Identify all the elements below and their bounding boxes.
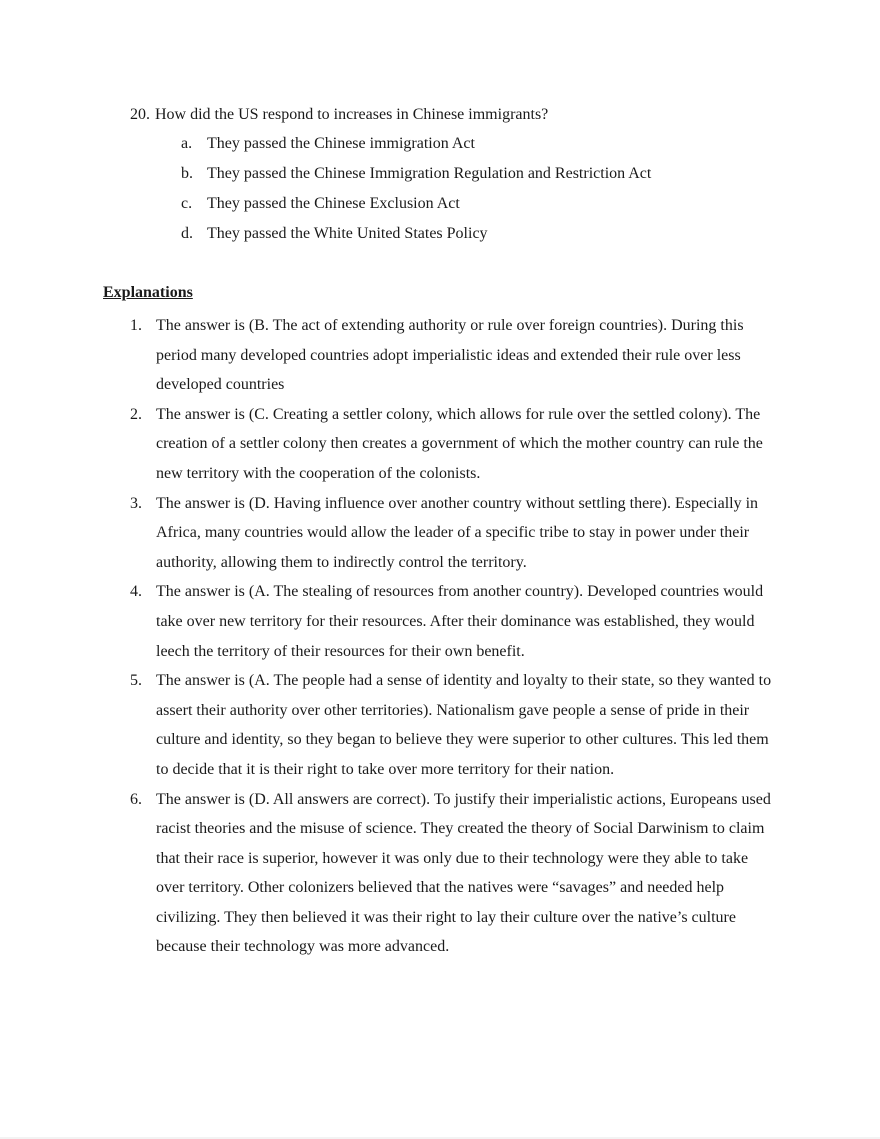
explanation-text: The answer is (D. All answers are correct). To justify their imperialistic actions, Europeans used racist theories and the misuse of science. They created the theory of Social Darwinism to claim that their race is superior, however it was only due to their technology were they able to take over territory. Other colonizers believed that the natives were “savages” and needed help civilizing. They then believed it was their right to lay their culture over the native’s culture because their technology was more advanced. bbox=[156, 790, 771, 956]
explanation-text: The answer is (B. The act of extending authority or rule over foreign countries). During this period many developed countries adopt imperialistic ideas and extended their rule over less developed countries bbox=[156, 317, 744, 394]
explanation-number: 2. bbox=[130, 405, 142, 423]
option-letter: b. bbox=[181, 165, 193, 182]
option-c bbox=[181, 192, 830, 222]
option-text: They passed the Chinese immigration Act bbox=[207, 135, 475, 152]
explanation-text: The answer is (A. The stealing of resources from another country). Developed countries would take over new territory for their resources. After their dominance was established, they would leech the territory of their resources for their own benefit. bbox=[156, 583, 764, 660]
option-letter: a. bbox=[181, 135, 193, 152]
explanation-item-2 bbox=[130, 400, 780, 489]
question-20 bbox=[130, 103, 830, 252]
explanation-text: The answer is (D. Having influence over another country without settling there). Especially in Africa, many countries would allow the leader of a specific tribe to stay in power under their authority, allowing them to indirectly control the territory. bbox=[156, 494, 759, 571]
explanation-item-6 bbox=[130, 785, 780, 963]
explanation-number: 5. bbox=[130, 672, 142, 690]
explanation-text: The answer is (A. The people had a sense of identity and loyalty to their state, so they wanted to assert their authority over other territories). Nationalism gave people a sense of pride in their culture and identity, so they began to believe they were superior to other cultures. This led them to decide that it is their right to take over more territory for their nation. bbox=[156, 672, 772, 778]
explanation-item-3 bbox=[130, 489, 780, 578]
option-text: They passed the Chinese Immigration Regulation and Restriction Act bbox=[207, 165, 652, 182]
explanation-number: 6. bbox=[130, 790, 142, 808]
option-text: They passed the Chinese Exclusion Act bbox=[207, 195, 460, 212]
explanations-heading: Explanations bbox=[103, 284, 193, 301]
explanation-number: 4. bbox=[130, 583, 142, 601]
option-text: They passed the White United States Policy bbox=[207, 225, 488, 242]
option-b bbox=[181, 162, 830, 192]
question-number: 20. bbox=[130, 106, 150, 123]
explanation-text: The answer is (C. Creating a settler colony, which allows for rule over the settled colony). The creation of a settler colony then creates a government of which the mother country can rule the new territory with the cooperation of the colonists. bbox=[156, 405, 763, 482]
question-stem bbox=[130, 103, 830, 127]
explanation-item-1 bbox=[130, 311, 780, 400]
explanation-item-4 bbox=[130, 577, 780, 666]
explanation-item-5 bbox=[130, 666, 780, 784]
question-text: How did the US respond to increases in Chinese immigrants? bbox=[155, 106, 549, 123]
explanation-number: 1. bbox=[130, 317, 142, 334]
option-letter: d. bbox=[181, 225, 193, 242]
explanation-number: 3. bbox=[130, 494, 142, 512]
explanations-list bbox=[130, 311, 780, 962]
option-a bbox=[181, 132, 830, 162]
option-letter: c. bbox=[181, 195, 193, 212]
option-d bbox=[181, 222, 830, 252]
answer-options bbox=[130, 132, 830, 252]
